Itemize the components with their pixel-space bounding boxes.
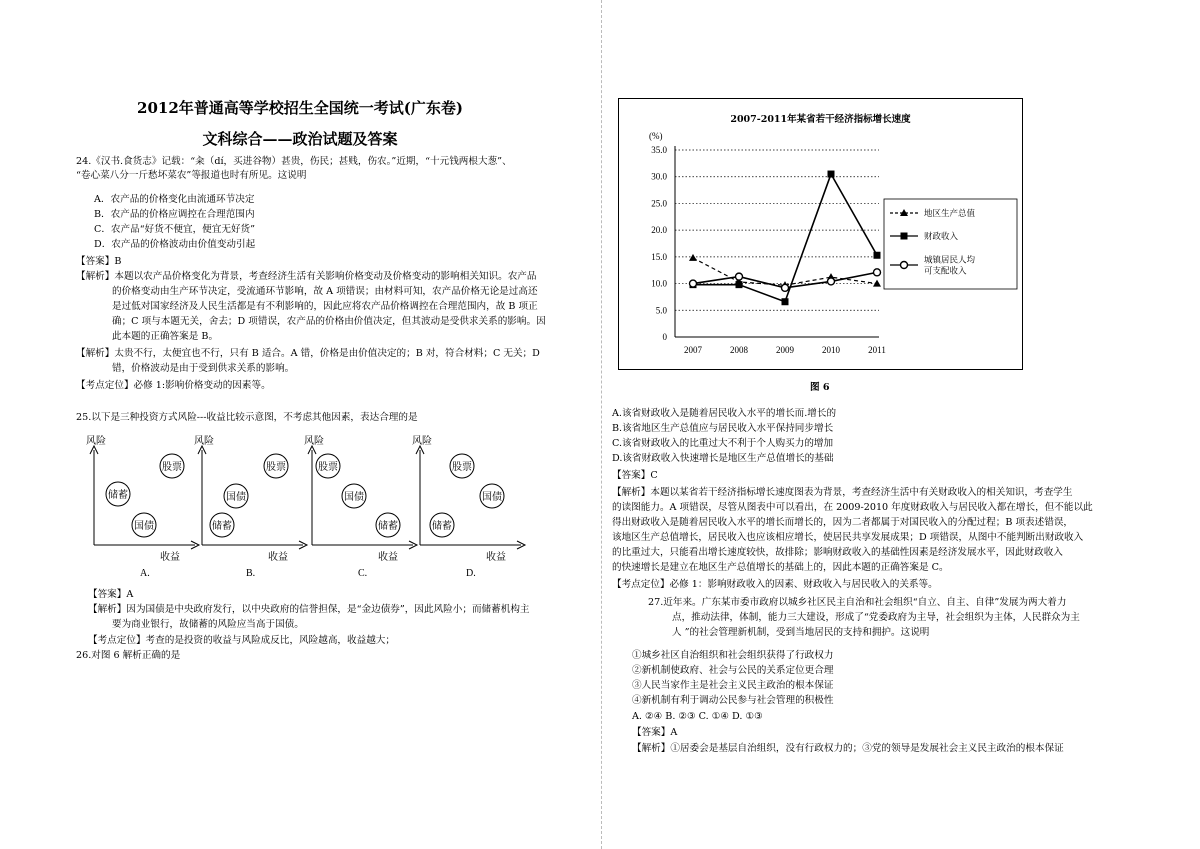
q25-chart-a (86, 434, 199, 579)
q25-a-saving-label: 储蓄 (108, 490, 128, 501)
q25-b-saving-label: 储蓄 (212, 521, 232, 532)
chart-y-tick-label: 5.0 (655, 305, 667, 316)
q25-a-bond-label: 国债 (134, 521, 154, 532)
q25-chart-b (194, 434, 307, 579)
q25-c-stock-label: 股票 (318, 462, 338, 473)
chart-point-square (782, 298, 789, 305)
q24-answer: 【答案】B (76, 256, 122, 267)
q25-b-y-label: 风险 (194, 436, 214, 447)
q27-stem-line2: 点，推动法律，体制，能力三大建设，形成了“党委政府为主导，社会组织为主体，人民群众为主 (672, 612, 1080, 623)
figure6-caption: 图 6 (810, 382, 830, 393)
q25-b-stock-label: 股票 (266, 462, 286, 473)
chart-x-tick-label: 2011 (868, 345, 886, 355)
chart-x-tick-label: 2010 (822, 345, 840, 355)
q24-point: 【考点定位】必修 1:影响价格变动的因素等。 (76, 380, 271, 391)
q24-option-c: C．农产品“好货不便宜，便宜无好货” (94, 224, 256, 235)
figure6-chart-frame (618, 98, 1023, 370)
q25-point: 【考点定位】考查的是投资的收益与风险成反比，风险越高，收益越大； (88, 635, 395, 646)
chart-point-circle (828, 278, 835, 285)
chart-point-square (828, 171, 835, 178)
q26-analysis-line3: 得出财政收入是随着居民收入水平的增长而增长的，因为二者都属于对国民收入的分配过程；B 项表述错误， (612, 517, 1074, 528)
q25-b-bond-label: 国债 (226, 492, 246, 503)
q25-d-bond-label: 国债 (482, 492, 502, 503)
chart-series-line-1 (693, 258, 877, 285)
chart-y-tick-label: 20.0 (651, 225, 667, 236)
q26-analysis-line6: 的快速增长是建立在地区生产总值增长的基础上的，因此本题的正确答案是 C。 (612, 562, 949, 573)
q26-analysis-line5: 的比重过大，只能看出增长速度较快，故排除；影响财政收入的基础性因素是经济发展水平，因此财政收入 (612, 547, 1063, 558)
q26-answer: 【答案】C (612, 470, 658, 481)
chart-x-tick-label: 2007 (684, 345, 702, 355)
q27-answer: 【答案】A (632, 727, 678, 738)
q26-option-d: D.该省财政收入快速增长是地区生产总值增长的基础 (612, 453, 834, 464)
q25-c-option-label: C. (358, 568, 368, 579)
q25-analysis-line1: 【解析】因为国债是中央政府发行，以中央政府的信誉担保，是“金边债券”，因此风险小；而储蓄机构主 (88, 604, 530, 615)
q25-a-x-label: 收益 (160, 552, 180, 563)
chart-legend-marker (901, 262, 908, 269)
figure6-line-chart (619, 99, 1022, 369)
document-title: 2012年普通高等学校招生全国统一考试(广东卷) (137, 99, 463, 117)
q25-d-saving-label: 储蓄 (432, 521, 452, 532)
q27-option-2: ②新机制使政府、社会与公民的关系定位更合理 (632, 665, 834, 676)
q25-chart-c (304, 434, 417, 579)
chart-x-tick-label: 2009 (776, 345, 794, 355)
q27-option-4: ④新机制有利于调动公民参与社会管理的积极性 (632, 695, 834, 706)
chart-legend-label: 可支配收入 (924, 265, 967, 276)
q26-option-b: B.该省地区生产总值应与居民收入水平保持同步增长 (612, 423, 834, 434)
q24-option-d: D．农产品的价格波动由价值变动引起 (94, 239, 256, 250)
q24-stem-line2: “卷心菜八分一斤愁坏菜农”等报道也时有所见。这说明 (76, 170, 307, 181)
q25-c-saving-label: 储蓄 (378, 521, 398, 532)
q25-b-x-label: 收益 (268, 552, 288, 563)
chart-y-tick-label: 25.0 (651, 198, 667, 209)
q25-analysis-line2: 要为商业银行，故储蓄的风险应当高于国债。 (112, 619, 304, 630)
q25-answer: 【答案】A (88, 589, 134, 600)
q24-analysis-line4: 确；C 项与本题无关，舍去；D 项错误，农产品的价格由价值决定，但其波动是受供求关系的影响。因 (112, 316, 546, 327)
q24-stem-line1: 24.《汉书.食货志》记载：“籴（dí，买进谷物）甚贵，伤民；甚贱，伤农。”近期，“十元钱两根大葱”、 (76, 156, 512, 167)
q25-a-y-label: 风险 (86, 436, 106, 447)
q24-analysis-line2: 的价格变动由生产环节决定，受流通环节影响，故 A 项错误；由材料可知，农产品价格无论是过高还 (112, 286, 538, 297)
chart-y-tick-label: 15.0 (651, 251, 667, 262)
chart-point-square (874, 252, 881, 259)
chart-y-tick-label: 10.0 (651, 278, 667, 289)
q27-stem-line3: 人 ”的社会管理新机制，受到当地居民的支持和拥护。这说明 (672, 627, 930, 638)
chart-point-circle (690, 280, 697, 287)
chart-point-square (736, 281, 743, 288)
q25-c-x-label: 收益 (378, 552, 398, 563)
q24-analysis-line1: 【解析】本题以农产品价格变化为背景，考查经济生活有关影响价格变动及价格变动的影响相关知识。农产品 (76, 271, 537, 282)
q27-option-3: ③人民当家作主是社会主义民主政治的根本保证 (632, 680, 834, 691)
q26-option-a: A.该省财政收入是随着居民收入水平的增长而.增长的 (612, 408, 837, 419)
q25-diagrams (80, 430, 540, 580)
q26-analysis-line4: 该地区生产总值增长，居民收入也应该相应增长，使居民共享发展成果；D 项错误，从图中不能判断出财政收入 (612, 532, 1084, 543)
q25-d-x-label: 收益 (486, 552, 506, 563)
chart-y-unit-label: (%) (649, 131, 663, 141)
q27-option-1: ①城乡社区自治组织和社会组织获得了行政权力 (632, 650, 834, 661)
chart-point-circle (874, 269, 881, 276)
q25-a-option-label: A. (140, 568, 150, 579)
q27-choices: A. ②④ B. ②③ C. ①④ D. ①③ (632, 711, 763, 722)
q24-analysis2-line1: 【解析】太贵不行，太便宜也不行，只有 B 适合。A 错，价格是由价值决定的；B 对，符合材料；C 无关；D (76, 348, 540, 359)
chart-legend-label: 财政收入 (924, 231, 959, 241)
q26-point: 【考点定位】必修 1：影响财政收入的因素、财政收入与居民收入的关系等。 (612, 579, 938, 590)
q27-analysis-line1: 【解析】①居委会是基层自治组织，没有行政权力的；③党的领导是发展社会主义民主政治的根本保证 (632, 743, 1064, 754)
chart-point-circle (782, 284, 789, 291)
q26-stem: 26.对图 6 解析正确的是 (76, 650, 181, 661)
q25-stem: 25.以下是三种投资方式风险---收益比较示意图，不考虑其他因素，表达合理的是 (76, 412, 418, 423)
q25-d-y-label: 风险 (412, 436, 432, 447)
chart-point-triangle (873, 280, 881, 287)
q24-analysis2-line2: 错，价格波动是由于受到供求关系的影响。 (112, 363, 295, 374)
q24-analysis-line3: 是过低对国家经济及人民生活都是有不利影响的，因此应将农产品价格调控在合理范围内，故 B 项正 (112, 301, 538, 312)
q26-analysis-line1: 【解析】本题以某省若干经济指标增长速度图表为背景，考查经济生活中有关财政收入的相关知识，考查学生 (612, 487, 1073, 498)
chart-y-tick-label: 30.0 (651, 171, 667, 182)
q24-option-a: A．农产品的价格变化由流通环节决定 (94, 194, 255, 205)
q27-stem-line1: 27.近年来。广东某市委市政府以城乡社区民主自治和社会组织“自立、自主、自律”发展为两大着力 (648, 597, 1067, 608)
q26-analysis-line2: 的读图能力。A 项错误，尽管从图表中可以看出，在 2009-2010 年度财政收入与居民收入都在增长，但不能以此 (612, 502, 1093, 513)
chart-y-tick-label: 35.0 (651, 145, 667, 155)
chart-legend-label: 地区生产总值 (924, 208, 976, 218)
page-divider (601, 0, 602, 849)
q25-b-option-label: B. (246, 568, 256, 579)
chart-title: 2007-2011年某省若干经济指标增长速度 (730, 114, 911, 125)
q25-a-stock-label: 股票 (162, 462, 182, 473)
chart-x-tick-label: 2008 (730, 345, 748, 355)
q24-analysis-line5: 此本题的正确答案是 B。 (112, 331, 219, 342)
q24-option-b: B．农产品的价格应调控在合理范围内 (94, 209, 255, 220)
chart-point-circle (736, 273, 743, 280)
chart-legend-marker (901, 233, 908, 240)
q25-c-bond-label: 国债 (344, 492, 364, 503)
q25-chart-d (412, 434, 525, 579)
chart-legend-label: 城镇居民人均 (924, 254, 976, 265)
q25-c-y-label: 风险 (304, 436, 324, 447)
chart-y-tick-label: 0 (662, 332, 667, 342)
q26-option-c: C.该省财政收入的比重过大不利于个人购买力的增加 (612, 438, 834, 449)
chart-point-triangle (689, 254, 697, 261)
q25-d-stock-label: 股票 (452, 462, 472, 473)
q25-d-option-label: D. (466, 568, 476, 579)
document-subtitle: 文科综合——政治试题及答案 (202, 130, 398, 148)
